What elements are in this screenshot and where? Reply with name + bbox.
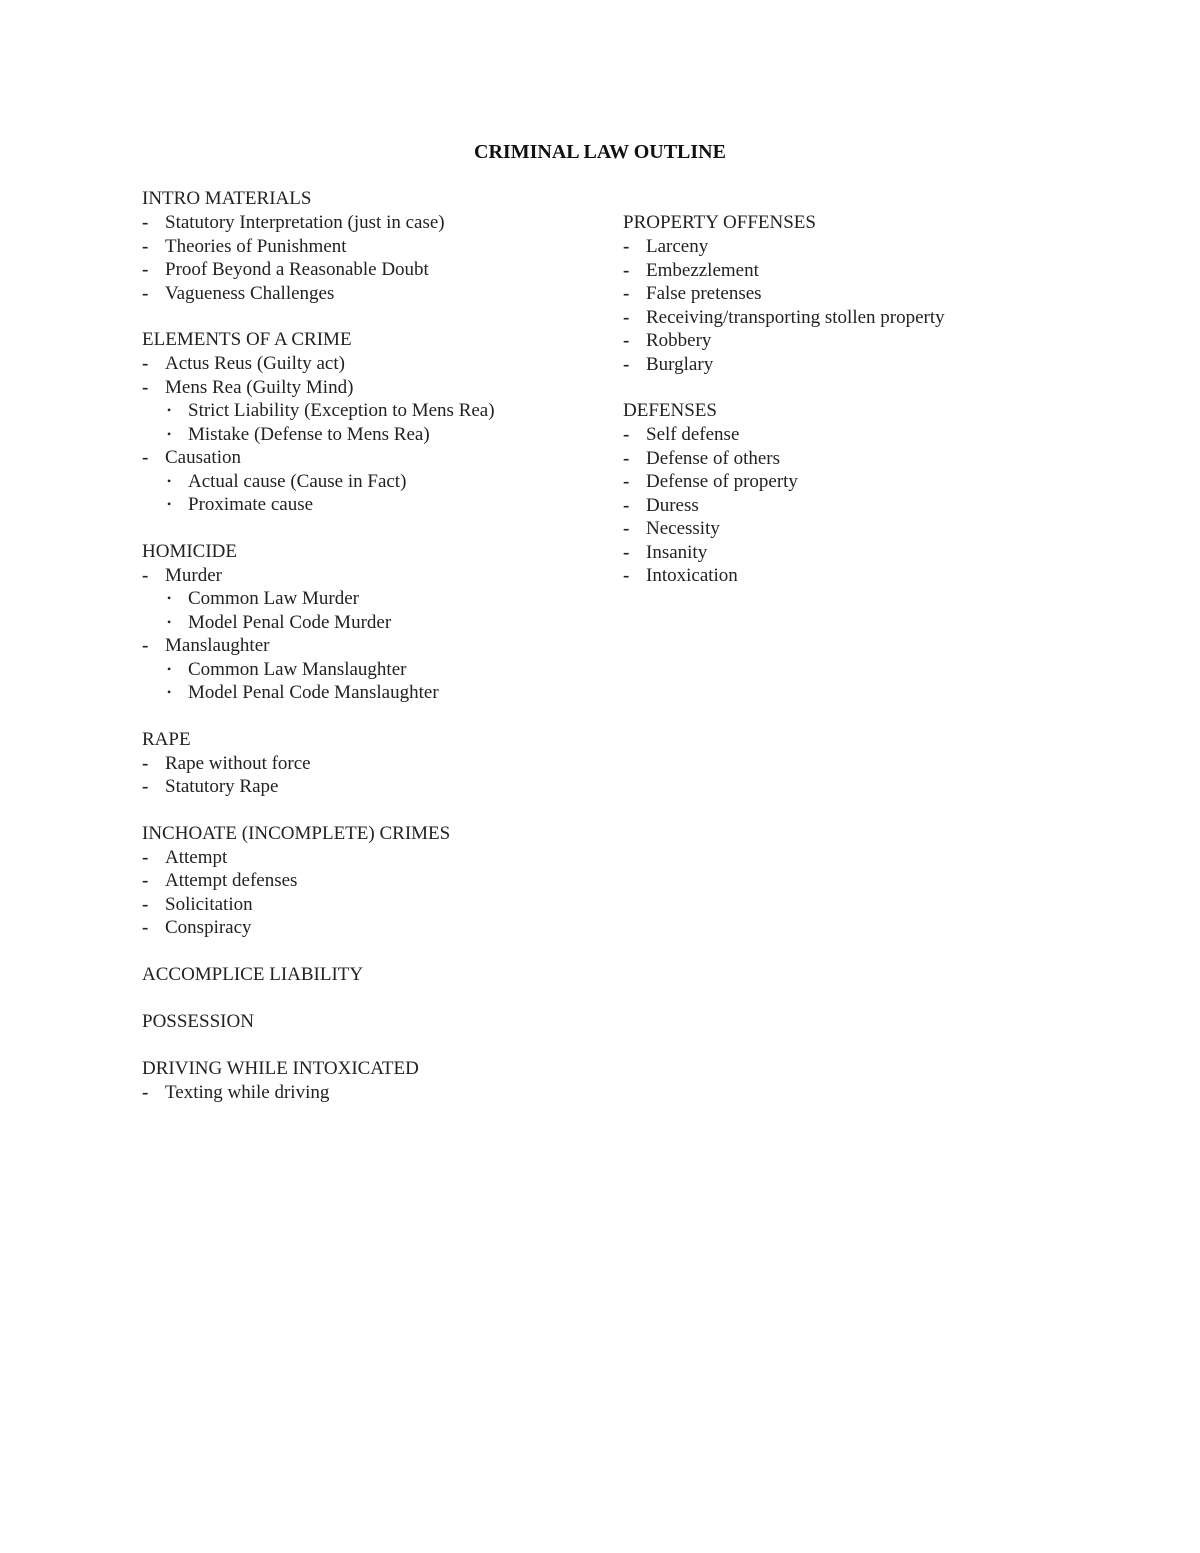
list-item-label: Intoxication (646, 565, 738, 586)
dash-bullet-icon: - (623, 424, 630, 445)
section-heading: RAPE (142, 728, 191, 750)
sub-list-item-label: Proximate cause (188, 494, 314, 515)
list-item (142, 352, 612, 376)
dash-bullet-icon: - (623, 447, 630, 469)
list-item-label: Texting while driving (165, 1081, 330, 1103)
dash-bullet-icon: - (623, 541, 630, 563)
section-defenses (623, 399, 1093, 588)
section-heading: ACCOMPLICE LIABILITY (142, 963, 364, 985)
dash-bullet-icon: - (623, 494, 630, 516)
dot-bullet-icon: • (167, 591, 172, 605)
list-item (623, 282, 1093, 306)
list-item (142, 446, 612, 470)
dash-bullet-icon: - (142, 870, 149, 891)
dash-bullet-icon: - (623, 330, 630, 351)
list-item (142, 775, 612, 799)
list-item (142, 564, 612, 588)
list-item-label: Rape without force (165, 752, 311, 774)
section-accomplice-liability (142, 963, 612, 987)
dash-bullet-icon: - (142, 635, 149, 656)
list-item-label: Solicitation (165, 893, 253, 915)
list-item (142, 916, 612, 940)
list-item-label: Manslaughter (165, 635, 270, 656)
dot-bullet-icon: • (167, 614, 172, 629)
dash-bullet-icon: - (142, 447, 149, 468)
dot-bullet-icon: • (167, 426, 172, 441)
dash-bullet-icon: - (142, 235, 149, 257)
sub-list-item (142, 658, 612, 682)
dot-bullet-icon: • (167, 661, 172, 676)
dash-bullet-icon: - (623, 353, 630, 375)
sub-list-item (142, 587, 612, 611)
dash-bullet-icon: - (142, 212, 149, 233)
dash-bullet-icon: - (623, 565, 630, 586)
section-homicide (142, 540, 612, 705)
list-item-label: False pretenses (646, 283, 762, 304)
dash-bullet-icon: - (142, 846, 149, 868)
list-item (623, 259, 1093, 283)
section-elements-of-a-crime (142, 328, 612, 517)
list-item (142, 893, 612, 917)
list-item (623, 447, 1093, 471)
sub-list-item (142, 493, 612, 517)
dash-bullet-icon: - (623, 259, 630, 281)
list-item (623, 423, 1093, 447)
section-driving-while-intoxicated (142, 1057, 612, 1105)
list-item (142, 869, 612, 893)
section-rape (142, 728, 612, 799)
list-item-label: Burglary (646, 353, 714, 375)
list-item-label: Duress (646, 494, 699, 516)
list-item-label: Actus Reus (Guilty act) (165, 353, 345, 374)
section-possession (142, 1010, 612, 1034)
dash-bullet-icon: - (623, 471, 630, 492)
list-item (623, 306, 1093, 330)
list-item (623, 517, 1093, 541)
list-item (623, 470, 1093, 494)
list-item-label: Murder (165, 564, 222, 586)
dash-bullet-icon: - (142, 376, 149, 398)
list-item-label: Statutory Interpretation (just in case) (165, 212, 445, 233)
section-intro-materials (142, 187, 612, 305)
dot-bullet-icon: • (167, 403, 172, 417)
list-item-label: Embezzlement (646, 259, 759, 281)
dash-bullet-icon: - (142, 893, 149, 915)
dot-bullet-icon: • (167, 473, 172, 488)
list-item (142, 752, 612, 776)
sub-list-item-label: Strict Liability (Exception to Mens Rea) (188, 400, 495, 421)
dot-bullet-icon: • (167, 497, 172, 511)
list-item-label: Mens Rea (Guilty Mind) (165, 376, 354, 398)
list-item-label: Vagueness Challenges (165, 282, 335, 304)
sub-list-item (142, 423, 612, 447)
list-item (142, 258, 612, 282)
list-item (623, 329, 1093, 353)
sub-list-item-label: Mistake (Defense to Mens Rea) (188, 423, 430, 445)
sub-list-item-label: Model Penal Code Manslaughter (188, 682, 439, 703)
page-title: CRIMINAL LAW OUTLINE (474, 141, 726, 163)
section-heading: INCHOATE (INCOMPLETE) CRIMES (142, 822, 451, 844)
sub-list-item (142, 399, 612, 423)
right-column (623, 211, 1093, 611)
list-item-label: Theories of Punishment (165, 235, 347, 257)
section-heading: DEFENSES (623, 400, 717, 421)
dash-bullet-icon: - (623, 283, 630, 304)
list-item (623, 541, 1093, 565)
list-item-label: Robbery (646, 330, 712, 351)
sub-list-item-label: Common Law Manslaughter (188, 658, 407, 680)
list-item (142, 211, 612, 235)
list-item-label: Conspiracy (165, 917, 252, 938)
dash-bullet-icon: - (142, 1081, 149, 1103)
list-item (623, 235, 1093, 259)
section-heading: DRIVING WHILE INTOXICATED (142, 1057, 419, 1079)
left-column (142, 187, 612, 1127)
list-item-label: Self defense (646, 424, 740, 445)
list-item-label: Causation (165, 447, 241, 468)
list-item-label: Receiving/transporting stollen property (646, 306, 945, 328)
list-item-label: Necessity (646, 518, 720, 539)
list-item (142, 634, 612, 658)
sub-list-item-label: Model Penal Code Murder (188, 611, 392, 633)
dash-bullet-icon: - (142, 282, 149, 304)
list-item (142, 846, 612, 870)
dash-bullet-icon: - (142, 259, 149, 280)
section-heading: PROPERTY OFFENSES (623, 212, 816, 233)
list-item (142, 235, 612, 259)
list-item (142, 376, 612, 400)
list-item-label: Attempt (165, 846, 228, 868)
section-heading: HOMICIDE (142, 540, 237, 562)
list-item-label: Defense of property (646, 471, 798, 492)
list-item (142, 282, 612, 306)
dash-bullet-icon: - (623, 236, 630, 257)
dash-bullet-icon: - (623, 518, 630, 539)
sub-list-item (142, 611, 612, 635)
dash-bullet-icon: - (142, 917, 149, 938)
list-item-label: Insanity (646, 541, 708, 563)
dash-bullet-icon: - (142, 353, 149, 374)
dash-bullet-icon: - (142, 776, 149, 797)
list-item (623, 353, 1093, 377)
list-item-label: Larceny (646, 236, 709, 257)
list-item (142, 1081, 612, 1105)
section-heading: ELEMENTS OF A CRIME (142, 329, 352, 350)
sub-list-item (142, 681, 612, 705)
list-item (623, 564, 1093, 588)
list-item-label: Statutory Rape (165, 776, 279, 797)
dash-bullet-icon: - (142, 752, 149, 774)
dash-bullet-icon: - (623, 306, 630, 328)
section-property-offenses (623, 211, 1093, 376)
list-item-label: Proof Beyond a Reasonable Doubt (165, 259, 429, 280)
section-heading: POSSESSION (142, 1010, 254, 1032)
section-heading: INTRO MATERIALS (142, 188, 312, 209)
sub-list-item-label: Actual cause (Cause in Fact) (188, 470, 407, 492)
list-item-label: Attempt defenses (165, 870, 298, 891)
list-item (623, 494, 1093, 518)
dot-bullet-icon: • (167, 685, 172, 699)
section-inchoate-incomplete-crimes (142, 822, 612, 940)
list-item-label: Defense of others (646, 447, 781, 469)
sub-list-item-label: Common Law Murder (188, 588, 359, 609)
sub-list-item (142, 470, 612, 494)
dash-bullet-icon: - (142, 564, 149, 586)
